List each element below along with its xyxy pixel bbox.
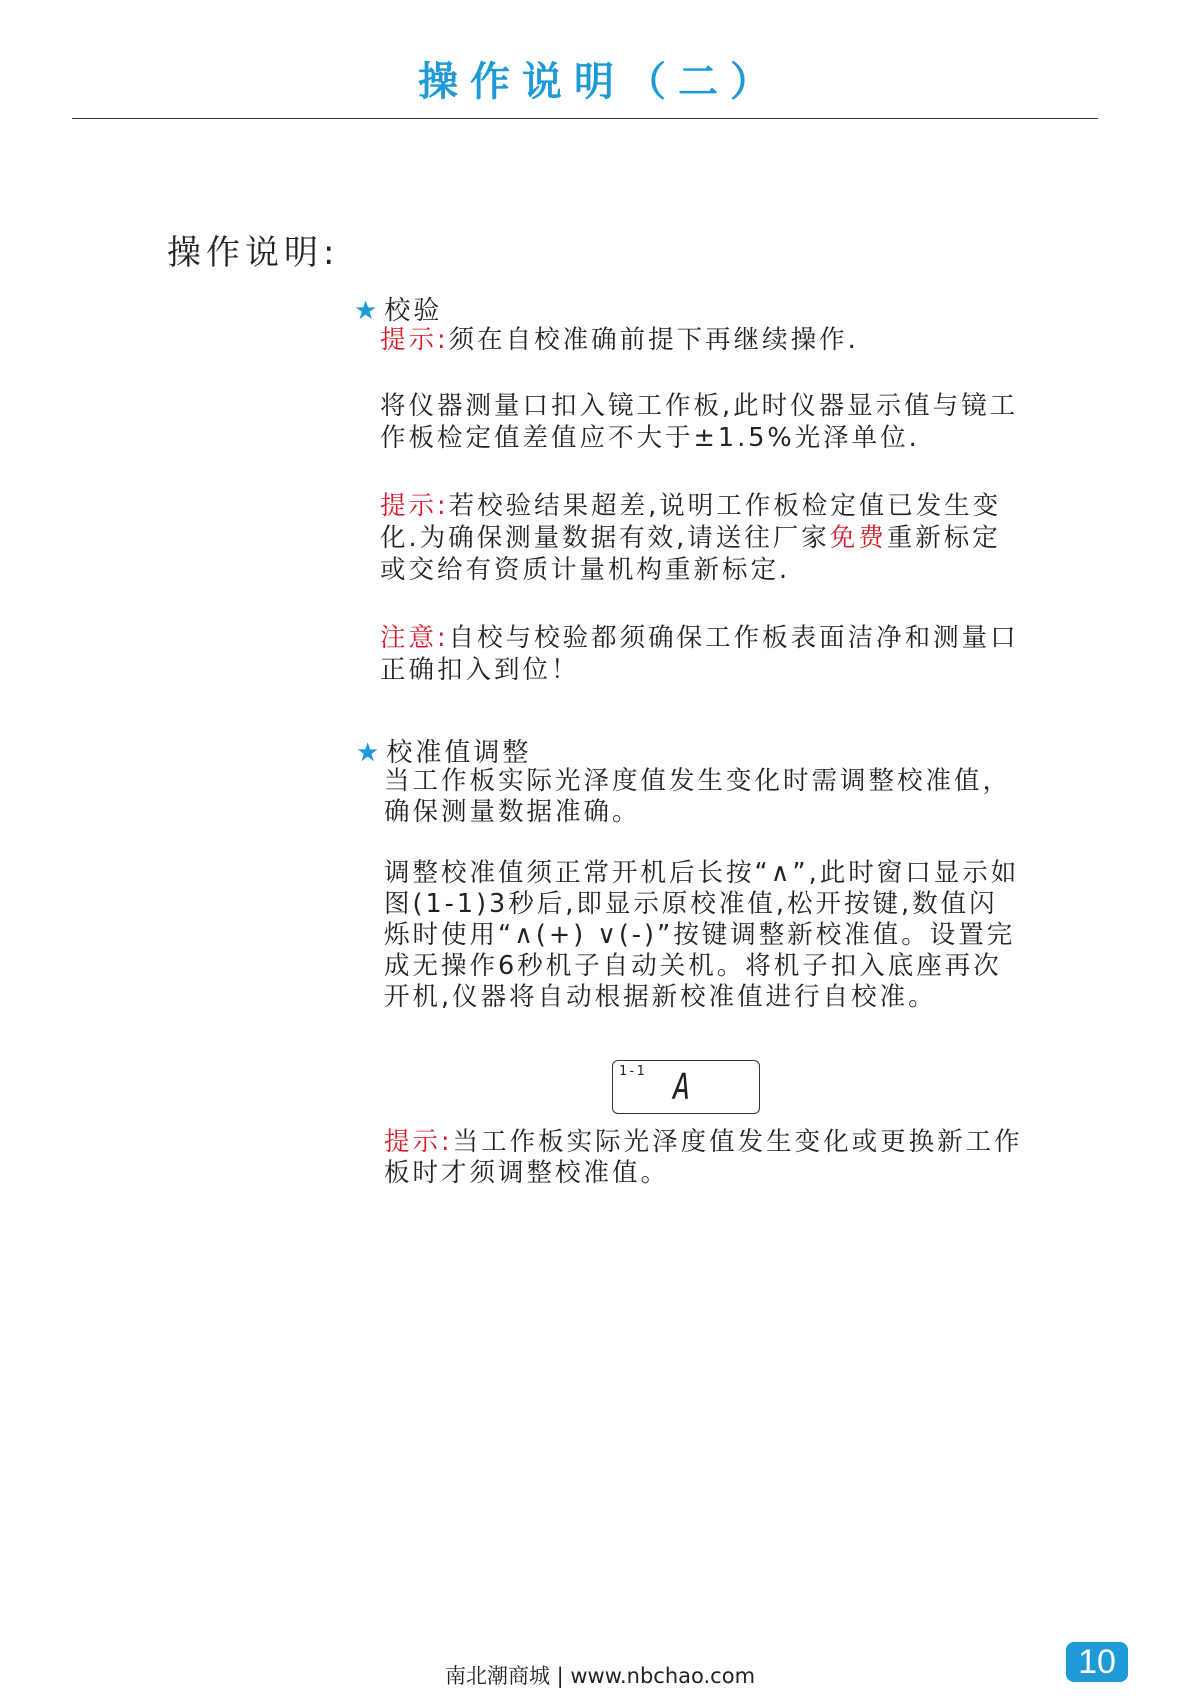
section-heading: 操作说明: bbox=[167, 233, 340, 273]
header-divider bbox=[72, 118, 1098, 119]
note-label: 注意: bbox=[380, 623, 449, 653]
subsection-title-jiaoyan bbox=[354, 290, 442, 327]
tip-text: 若校验结果超差,说明工作板检定值已发生变化.为确保测量数据有效,请送往厂家 bbox=[380, 491, 1002, 553]
highlight-text: 免费 bbox=[829, 523, 887, 553]
tip-paragraph bbox=[380, 324, 1040, 356]
tip-text-cont: 重新标定或交给有资质计量机构重新标定. bbox=[380, 523, 1001, 585]
note-paragraph bbox=[380, 622, 1040, 686]
display-value: A bbox=[673, 1067, 691, 1108]
tip-text: 须在自校准确前提下再继续操作. bbox=[448, 325, 859, 355]
lcd-display-figure bbox=[612, 1060, 760, 1114]
subsection-title-text: 校准值调整 bbox=[386, 738, 532, 768]
figure-label: 1-1 bbox=[619, 1064, 646, 1079]
star-icon: ★ bbox=[356, 738, 383, 768]
body-paragraph: 将仪器测量口扣入镜工作板,此时仪器显示值与镜工作板检定值差值应不大于±1.5%光泽单位. bbox=[380, 391, 1019, 453]
tip-text: 当工作板实际光泽度值发生变化或更换新工作板时才须调整校准值。 bbox=[384, 1127, 1023, 1188]
tip-paragraph bbox=[384, 1127, 1024, 1189]
star-icon: ★ bbox=[354, 296, 381, 326]
tip-label: 提示: bbox=[384, 1127, 453, 1157]
tip-label: 提示: bbox=[380, 325, 449, 355]
footer-site-text: 南北潮商城 | www.nbchao.com bbox=[444, 1664, 756, 1688]
subsection-title-text: 校验 bbox=[384, 296, 443, 326]
tip-paragraph bbox=[380, 490, 1020, 586]
subsection-title-adjust bbox=[356, 732, 531, 769]
note-text: 自校与校验都须确保工作板表面洁净和测量口正确扣入到位！ bbox=[380, 623, 1019, 685]
page-header-title: 操作说明（二） bbox=[418, 58, 782, 105]
tip-label: 提示: bbox=[380, 491, 449, 521]
body-paragraph: 当工作板实际光泽度值发生变化时需调整校准值，确保测量数据准确。 bbox=[384, 766, 1012, 827]
page-number-badge: 10 bbox=[1066, 1642, 1128, 1682]
body-paragraph: 调整校准值须正常开机后长按“∧”,此时窗口显示如图(1-1)3秒后,即显示原校准值,松开按键,数值闪烁时使用“∧(+) ∨(-)”按键调整新校准值。设置完成无操作6秒机子自动关机。将机子扣入底座再次开机,仪器将自动根据新校准值进行自校准。 bbox=[384, 858, 1020, 1012]
